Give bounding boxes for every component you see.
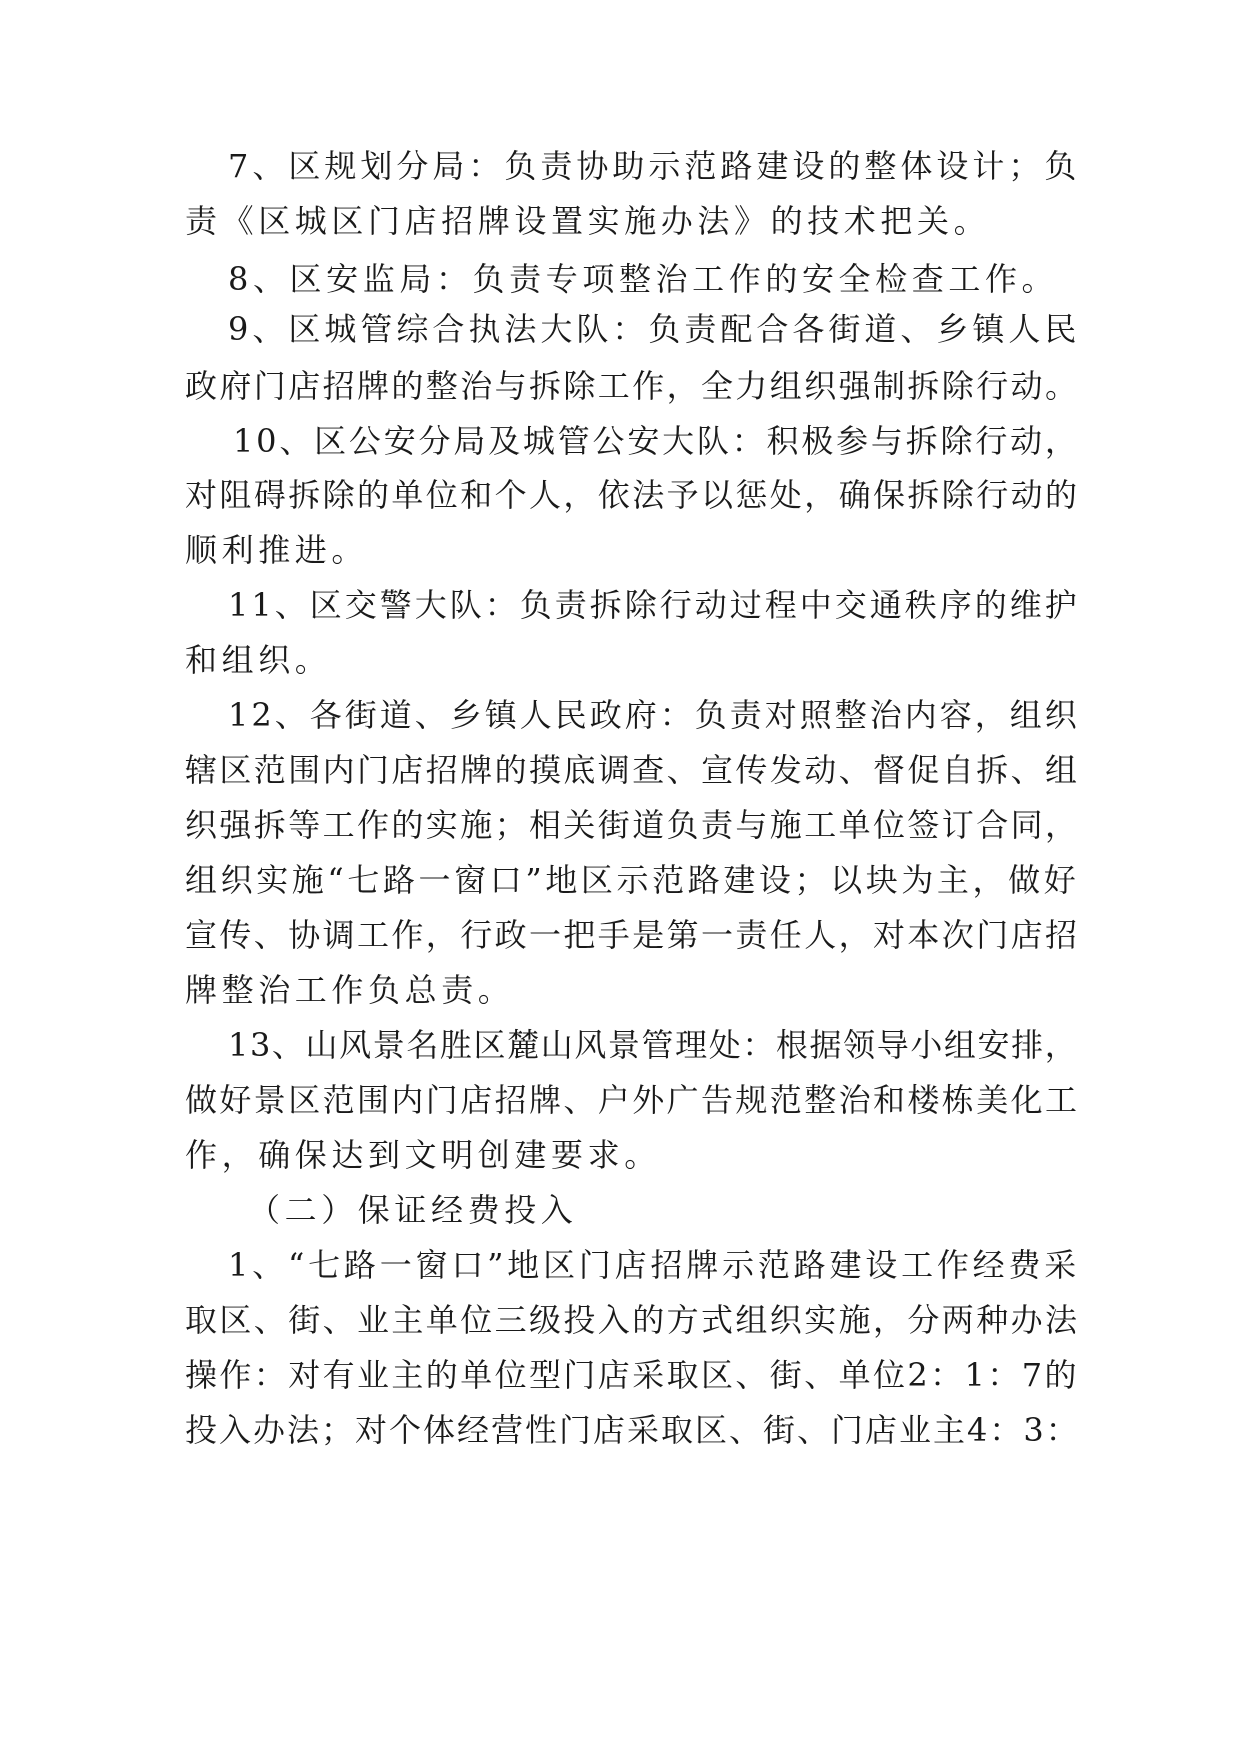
- text-line: 牌整治工作负总责。: [185, 971, 515, 1009]
- text-line: 对阻碍拆除的单位和个人，依法予以惩处，确保拆除行动的: [185, 476, 1080, 514]
- text-line: 和组织。: [185, 641, 332, 679]
- text-line: 作，确保达到文明创建要求。: [185, 1136, 661, 1174]
- text-line: 1、“七路一窗口”地区门店招牌示范路建设工作经费采: [228, 1246, 1081, 1284]
- text-line: 8、区安监局：负责专项整治工作的安全检查工作。: [228, 260, 1059, 298]
- text-line: 宣传、协调工作，行政一把手是第一责任人，对本次门店招: [185, 916, 1080, 954]
- text-line: 责《区城区门店招牌设置实施办法》的技术把关。: [185, 202, 991, 240]
- text-line: 政府门店招牌的整治与拆除工作，全力组织强制拆除行动。: [185, 367, 1080, 405]
- text-line: 组织实施“七路一窗口”地区示范路建设；以块为主，做好: [185, 861, 1080, 899]
- text-line: 9、区城管综合执法大队：负责配合各街道、乡镇人民: [228, 310, 1081, 348]
- text-line: 12、各街道、乡镇人民政府：负责对照整治内容，组织: [228, 696, 1080, 734]
- text-line: 取区、街、业主单位三级投入的方式组织实施，分两种办法: [185, 1301, 1080, 1339]
- text-line: 7、区规划分局：负责协助示范路建设的整体设计；负: [228, 147, 1081, 185]
- text-line: 11、区交警大队：负责拆除行动过程中交通秩序的维护: [228, 586, 1080, 624]
- text-line: 投入办法；对个体经营性门店采取区、街、门店业主4：3：: [185, 1411, 1080, 1449]
- text-line: 13、山风景名胜区麓山风景管理处：根据领导小组安排，: [228, 1026, 1079, 1064]
- text-line: 操作：对有业主的单位型门店采取区、街、单位2：1：7的: [185, 1356, 1079, 1394]
- section-heading: （二）保证经费投入: [248, 1191, 578, 1229]
- text-line: 10、区公安分局及城管公安大队：积极参与拆除行动，: [233, 422, 1080, 460]
- text-line: 辖区范围内门店招牌的摸底调查、宣传发动、督促自拆、组: [185, 751, 1080, 789]
- text-line: 顺利推进。: [185, 531, 369, 569]
- text-line: 织强拆等工作的实施；相关街道负责与施工单位签订合同，: [185, 806, 1080, 844]
- text-line: 做好景区范围内门店招牌、户外广告规范整治和楼栋美化工: [185, 1081, 1080, 1119]
